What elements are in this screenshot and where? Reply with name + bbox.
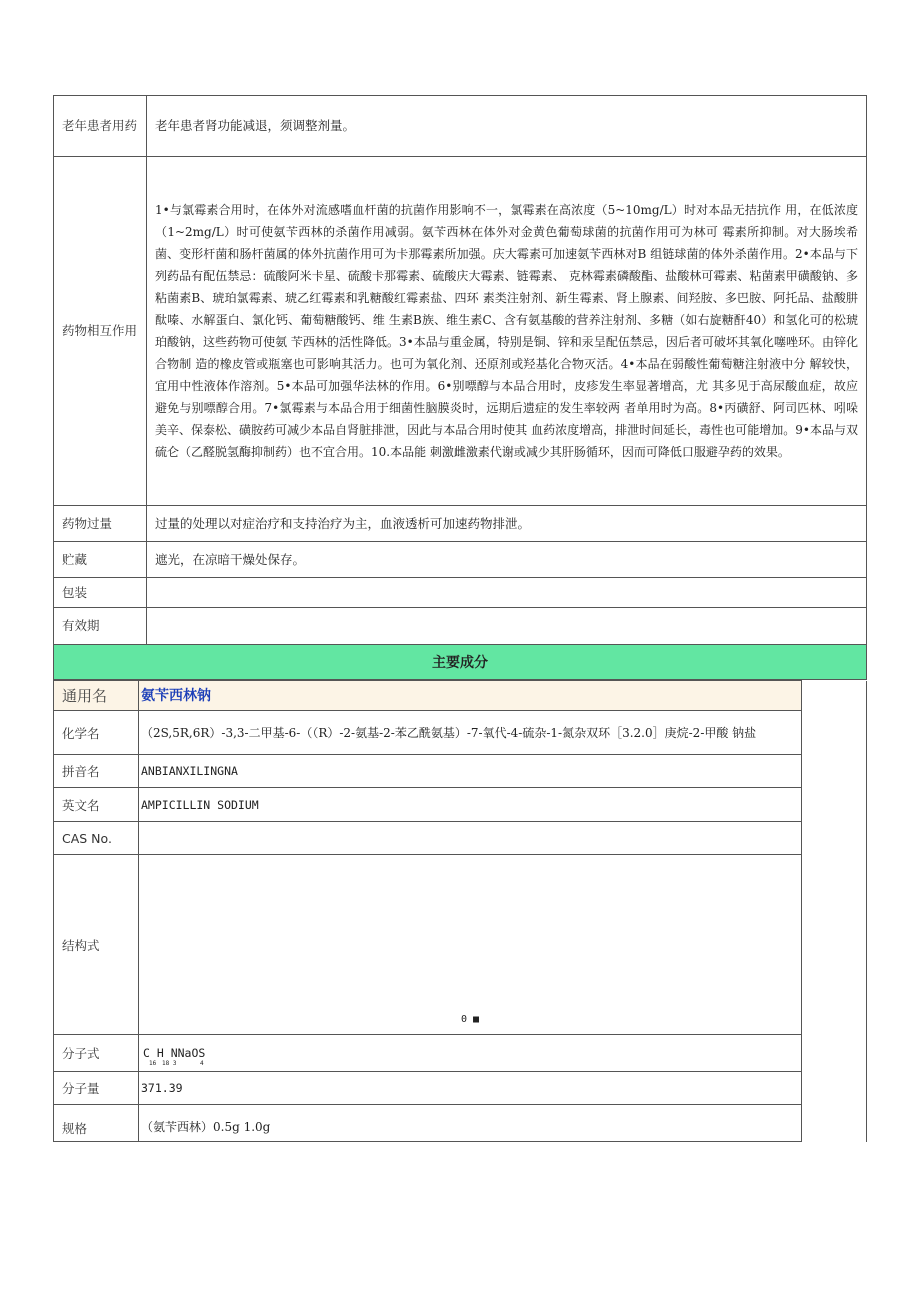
value-cas — [139, 822, 802, 855]
value-elderly: 老年患者肾功能减退，须调整剂量。 — [147, 96, 867, 157]
row-section-header — [54, 645, 867, 680]
spacer-cell — [802, 788, 867, 822]
label-elderly: 老年患者用药 — [54, 96, 147, 157]
composition-table — [53, 680, 867, 1142]
label-english: 英文名 — [54, 788, 139, 822]
label-package: 包装 — [54, 578, 147, 608]
value-spec: （氨苄西林）0.5g 1.0g — [139, 1105, 802, 1142]
row-formula — [54, 1035, 867, 1072]
label-mw: 分子量 — [54, 1072, 139, 1105]
value-storage: 遮光，在凉暗干燥处保存。 — [147, 542, 867, 578]
spacer-cell — [802, 755, 867, 788]
label-formula: 分子式 — [54, 1035, 139, 1072]
value-overdose: 过量的处理以对症治疗和支持治疗为主，血液透析可加速药物排泄。 — [147, 506, 867, 542]
row-structure — [54, 855, 867, 1035]
label-interactions: 药物相互作用 — [54, 157, 147, 506]
section-title: 主要成分 — [54, 645, 867, 680]
value-pinyin: ANBIANXILINGNA — [139, 755, 802, 788]
value-generic-cell — [139, 681, 802, 711]
value-expiry — [147, 608, 867, 645]
label-overdose: 药物过量 — [54, 506, 147, 542]
row-spec — [54, 1105, 867, 1142]
label-chem-name: 化学名 — [54, 711, 139, 755]
row-storage — [54, 542, 867, 578]
spacer-cell — [802, 855, 867, 1035]
spacer-cell — [802, 681, 867, 711]
row-expiry — [54, 608, 867, 645]
label-structure: 结构式 — [54, 855, 139, 1035]
label-generic-name: 通用名 — [54, 681, 139, 711]
row-package — [54, 578, 867, 608]
row-overdose — [54, 506, 867, 542]
row-elderly — [54, 96, 867, 157]
formula-main: C H NNaOS — [143, 1046, 206, 1060]
label-pinyin: 拼音名 — [54, 755, 139, 788]
label-expiry: 有效期 — [54, 608, 147, 645]
value-mw: 371.39 — [139, 1072, 802, 1105]
spacer-cell — [802, 1035, 867, 1072]
spacer-cell — [802, 822, 867, 855]
structure-image-area — [139, 855, 802, 1035]
row-mw — [54, 1072, 867, 1105]
row-english — [54, 788, 867, 822]
formula-sub-o: 4 — [200, 1060, 204, 1067]
row-cas — [54, 822, 867, 855]
row-interactions — [54, 157, 867, 506]
spacer-cell — [802, 1072, 867, 1105]
value-english: AMPICILLIN SODIUM — [139, 788, 802, 822]
row-pinyin — [54, 755, 867, 788]
generic-name: 氨苄西林钠 — [141, 687, 211, 704]
spacer-cell — [802, 1105, 867, 1142]
value-interactions: 1•与氯霉素合用时，在体外对流感嗜血杆菌的抗菌作用影响不一，氯霉素在高浓度（5~10mg/L）时对本品无拮抗作 用，在低浓度（1~2mg/L）时可使氨苄西林的杀菌作用减弱。氨苄西林在体外对金黄色葡萄球菌的抗菌作用可为林可 霉素所抑制。对大肠埃希菌、变形杆菌和肠杆菌属的体外抗菌作用可为卡那霉素所加强。庆大霉素可加速氨苄西林对B 组链球菌的体外杀菌作用。2•本品与下列药品有配伍禁忌：硫酸阿米卡星、硫酸卡那霉素、硫酸庆大霉素、链霉素、 克林霉素磷酸酯、盐酸林可霉素、粘菌素甲磺酸钠、多粘菌素B、琥珀氯霉素、琥乙红霉素和乳糖酸红霉素盐、四环 素类注射剂、新生霉素、肾上腺素、间羟胺、多巴胺、阿托品、盐酸肼酞嗪、水解蛋白、氯化钙、葡萄糖酸钙、维 生素B族、维生素C、含有氨基酸的营养注射剂、多糖（如右旋糖酐40）和氢化可的松琥珀酸钠，这些药物可使氨 苄西林的活性降低。3•本品与重金属，特别是铜、锌和汞呈配伍禁忌，因后者可破坏其氧化噻唑环。由锌化合物制 造的橡皮管或瓶塞也可影响其活力。也可为氧化剂、还原剂或羟基化合物灭活。4•本品在弱酸性葡萄糖注射液中分 解较快，宜用中性液体作溶剂。5•本品可加强华法林的作用。6•别嘌醇与本品合用时，皮疹发生率显著增高，尤 其多见于高尿酸血症，故应避免与别嘌醇合用。7•氯霉素与本品合用于细菌性脑膜炎时，远期后遗症的发生率较两 者单用时为高。8•丙磺舒、阿司匹林、吲哚美辛、保泰松、磺胺药可减少本品自肾脏排泄，因此与本品合用时使其 血药浓度增高，排泄时间延长，毒性也可能增加。9•本品与双硫仑（乙醛脱氢酶抑制药）也不宜合用。10.本品能 刺激雌激素代谢或减少其肝肠循环，因而可降低口服避孕药的效果。 — [147, 157, 867, 506]
value-chem-name: （2S,5R,6R）-3,3-二甲基-6-（（R）-2-氨基-2-苯乙酰氨基）-7-氧代-4-硫杂-1-氮杂双环［3.2.0］庚烷-2-甲酸 钠盐 — [139, 711, 802, 755]
value-package — [147, 578, 867, 608]
label-storage: 贮藏 — [54, 542, 147, 578]
label-spec: 规格 — [54, 1105, 139, 1142]
spacer-cell — [802, 711, 867, 755]
formula-sub-c: 16 — [149, 1060, 157, 1067]
drug-info-table — [53, 95, 867, 680]
label-cas: CAS No. — [54, 822, 139, 855]
structure-note: 0 ■ — [460, 1014, 480, 1025]
row-generic-name — [54, 681, 867, 711]
formula-sub-h-n: 18 3 — [162, 1060, 177, 1067]
row-chem-name — [54, 711, 867, 755]
document — [53, 95, 867, 1142]
value-formula — [139, 1035, 802, 1072]
